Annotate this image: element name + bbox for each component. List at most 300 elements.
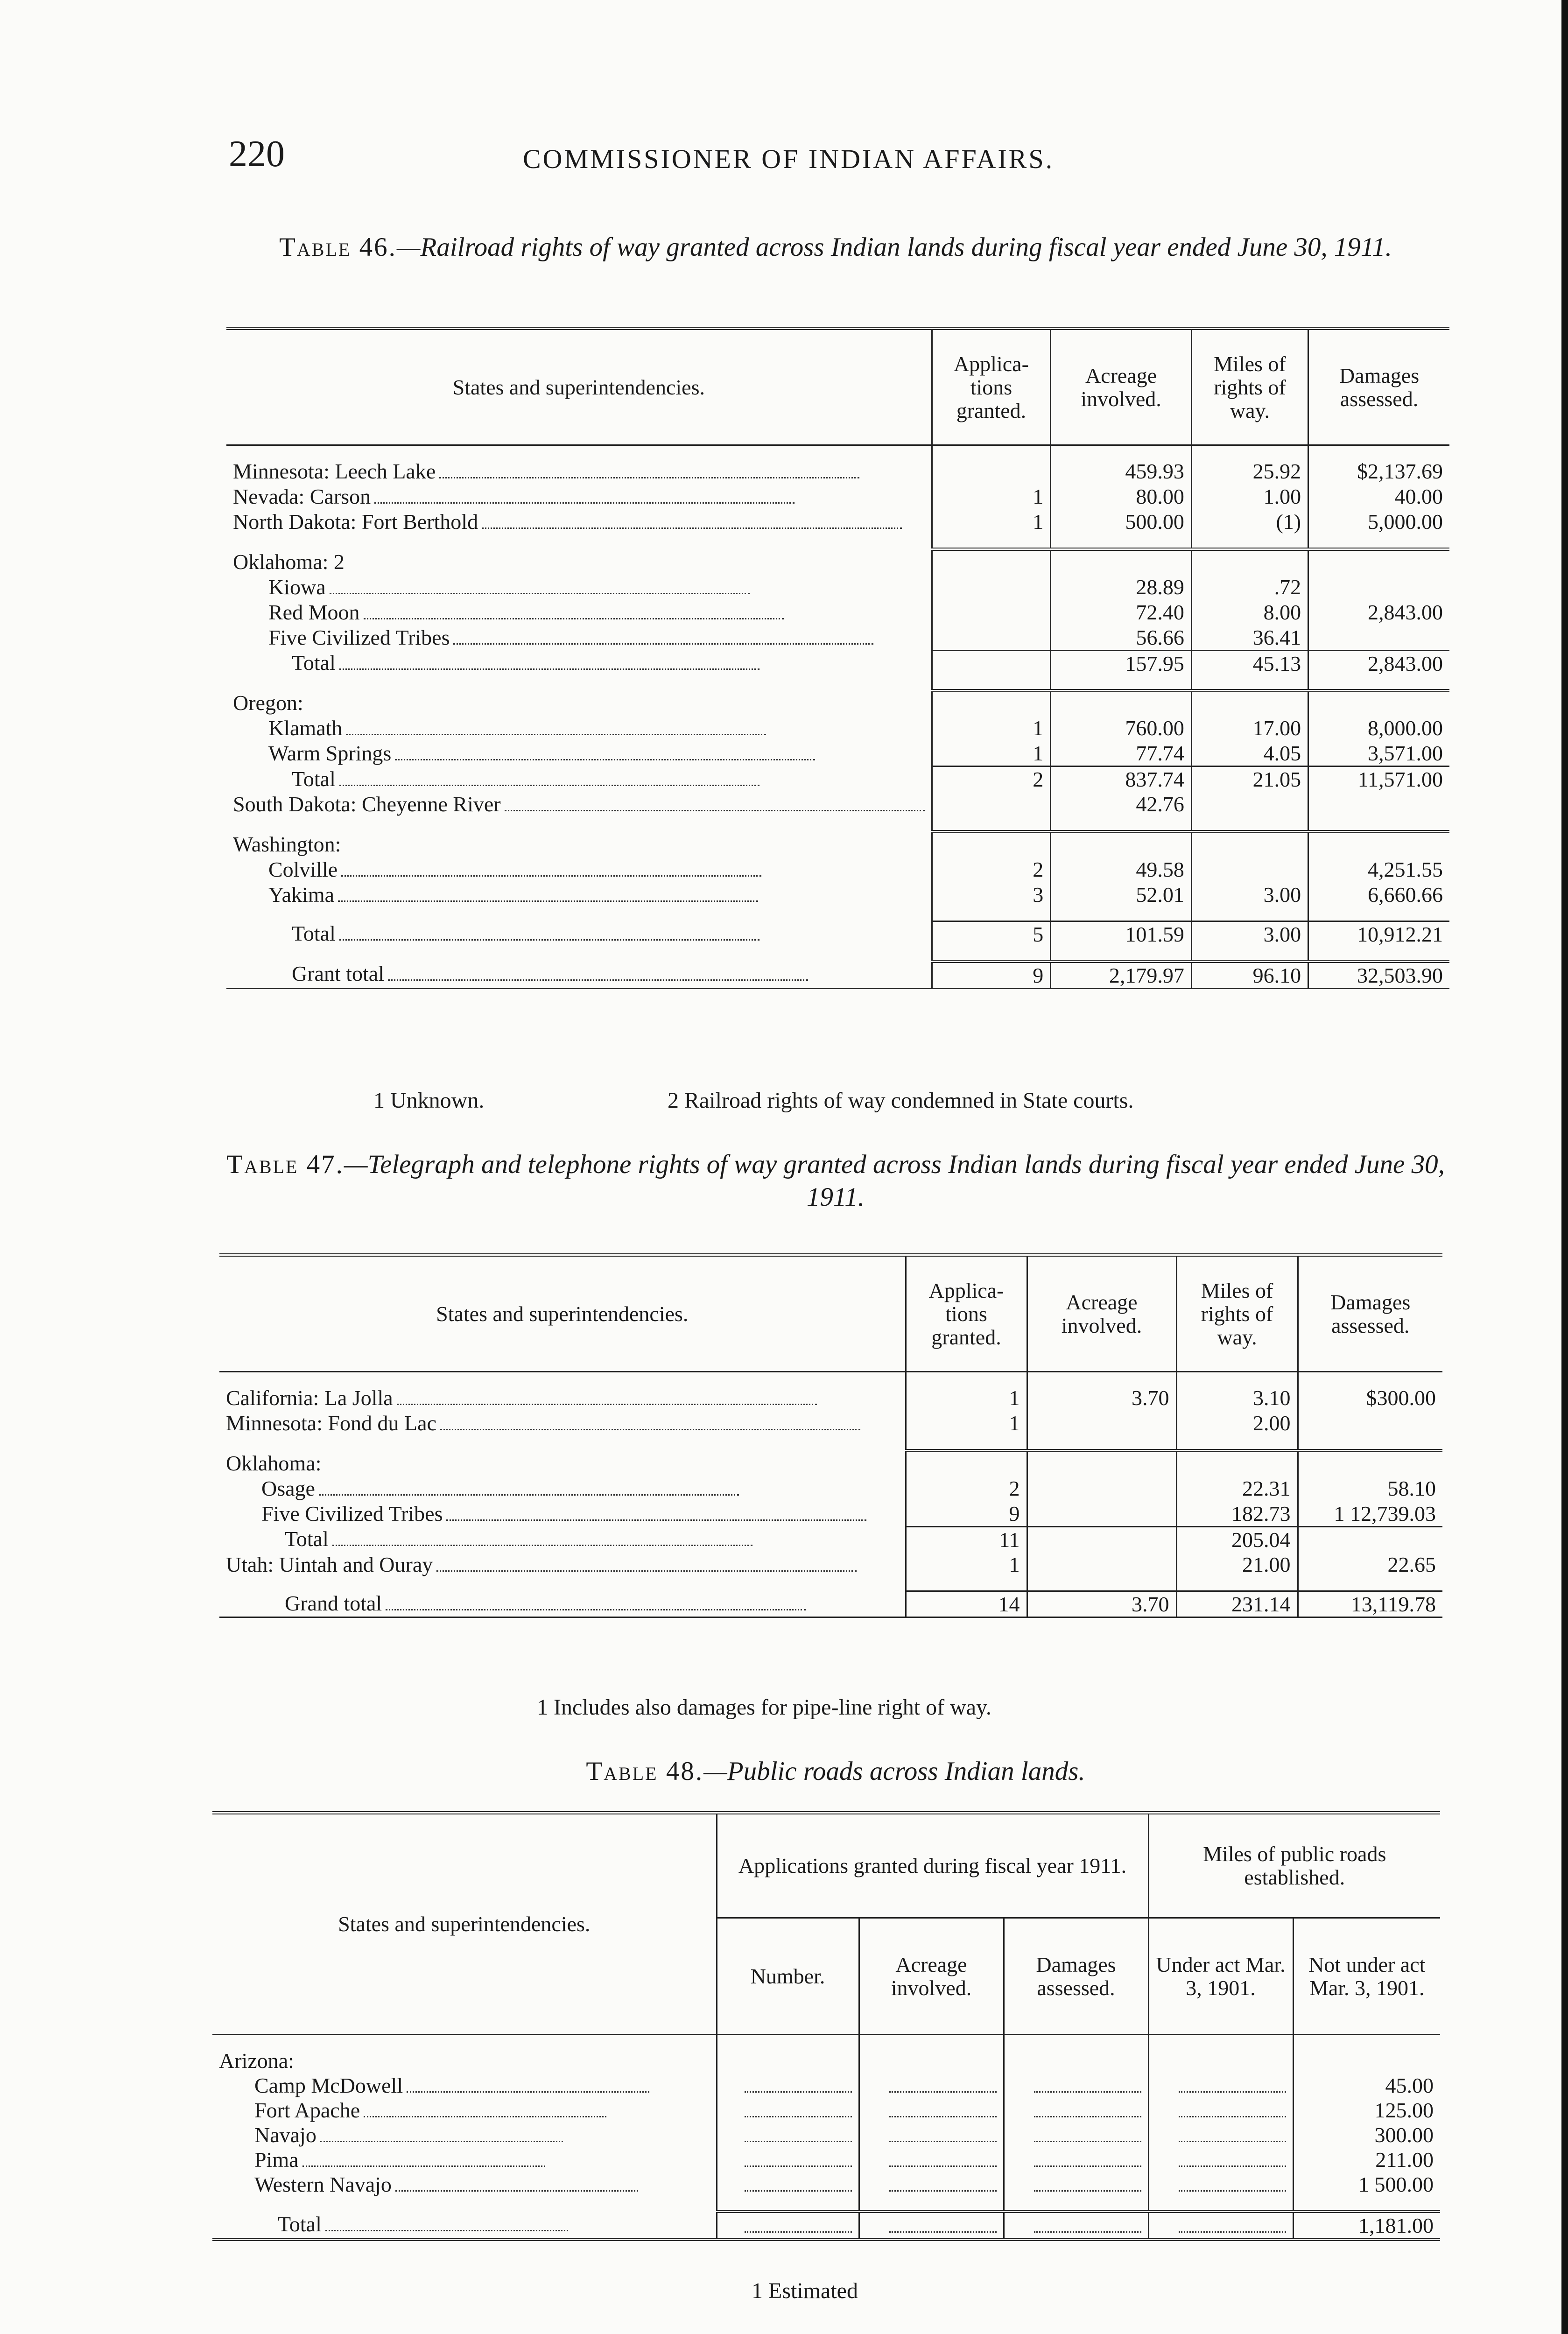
cell-damages: 2,843.00 [1308, 650, 1449, 676]
dot-leader [332, 1545, 752, 1546]
row-label [226, 741, 932, 766]
table47-row [219, 1476, 1442, 1501]
row-label [219, 1501, 906, 1527]
table47-row [219, 1526, 1442, 1552]
cell-apps [906, 1451, 1027, 1476]
cell-damages: 6,660.66 [1308, 882, 1449, 907]
row-label-text: Nevada: Carson [233, 485, 371, 508]
cell-acreage [859, 2147, 1004, 2172]
row-label-text: Total [292, 651, 336, 675]
cell-damages [1308, 549, 1449, 575]
table46-row [226, 509, 1449, 534]
table48-row [212, 2073, 1440, 2098]
table47-row [219, 1385, 1442, 1411]
cell-under [1148, 2048, 1293, 2073]
row-label-text: Total [278, 2212, 322, 2236]
cell-not-under: 45.00 [1293, 2073, 1440, 2098]
dot-leader [339, 939, 759, 941]
cell-damages: 22.65 [1298, 1552, 1442, 1577]
row-label [226, 716, 932, 741]
dot-leader [388, 979, 808, 981]
table46-label: Table 46. [279, 232, 397, 262]
cell-acreage [1027, 1501, 1176, 1527]
table46-row [226, 882, 1449, 907]
cell-miles: 21.00 [1176, 1552, 1298, 1577]
row-label-text: Grant total [292, 962, 384, 985]
dot-leader [453, 643, 873, 645]
table46-row [226, 600, 1449, 625]
table46-row [226, 575, 1449, 600]
table46-title: —Railroad rights of way granted across Indian lands during fiscal year ended June 30, 1911. [396, 232, 1392, 262]
cell-apps [932, 459, 1051, 484]
cell-number [717, 2098, 859, 2123]
table46-row [226, 766, 1449, 792]
dot-leader [319, 1494, 739, 1496]
row-label-text: Total [292, 921, 336, 945]
t48-col-acreage: Acreage involved. [859, 1918, 1004, 2035]
row-label-text: Five Civilized Tribes [261, 1501, 443, 1526]
cell-acreage: 42.76 [1051, 792, 1192, 817]
row-label [226, 484, 932, 509]
table48-title: —Public roads across Indian lands. [703, 1757, 1085, 1786]
cell-apps: 5 [932, 921, 1051, 947]
row-label [226, 832, 932, 857]
t48-group-applications: Applications granted during fiscal year 1911. [717, 1813, 1148, 1918]
page-number: 220 [229, 134, 285, 175]
table47-label: Table 47. [226, 1150, 344, 1179]
table48-label: Table 48. [586, 1757, 704, 1786]
table46-row [226, 961, 1449, 988]
row-label-text: Colville [268, 857, 338, 881]
row-label-text: Red Moon [268, 600, 360, 624]
cell-damages: 3,571.00 [1308, 741, 1449, 766]
table48-row [212, 2098, 1440, 2123]
cell-acreage: 101.59 [1051, 921, 1192, 947]
t47-col-miles: Miles of rights of way. [1176, 1255, 1298, 1372]
cell-apps [932, 832, 1051, 857]
cell-apps [932, 549, 1051, 575]
cell-acreage: 72.40 [1051, 600, 1192, 625]
cell-acreage [1027, 1552, 1176, 1577]
table46-row [226, 484, 1449, 509]
dot-leader [436, 1570, 857, 1572]
t47-footnote: 1 Includes also damages for pipe-line right of way. [537, 1695, 991, 1720]
cell-apps: 1 [906, 1552, 1027, 1577]
table46-row [226, 549, 1449, 575]
cell-number [717, 2073, 859, 2098]
row-label [226, 625, 932, 651]
cell-apps: 2 [932, 857, 1051, 882]
t48-col-states: States and superintendencies. [212, 1813, 717, 2035]
dot-leader [341, 875, 761, 877]
dot-leader [330, 593, 750, 594]
dot-leader [339, 668, 759, 670]
dot-leader [395, 2190, 638, 2192]
dot-leader [325, 2230, 568, 2231]
row-label [219, 1476, 906, 1501]
table46-row [226, 921, 1449, 947]
cell-miles [1191, 857, 1308, 882]
cell-acreage [859, 2073, 1004, 2098]
row-spacer [219, 1436, 1442, 1451]
cell-acreage: 77.74 [1051, 741, 1192, 766]
dot-leader [1034, 2116, 1141, 2117]
row-label [226, 766, 932, 792]
row-label [226, 600, 932, 625]
table47-row [219, 1411, 1442, 1436]
table46-row [226, 716, 1449, 741]
table47-row [219, 1451, 1442, 1476]
dot-leader [386, 1609, 806, 1610]
cell-acreage: 760.00 [1051, 716, 1192, 741]
dot-leader [320, 2141, 563, 2142]
cell-damages [1004, 2123, 1148, 2147]
cell-acreage: 500.00 [1051, 509, 1192, 534]
table48-caption [215, 1755, 1456, 1788]
cell-not-under: 300.00 [1293, 2123, 1440, 2147]
cell-miles: 45.13 [1191, 650, 1308, 676]
t46-col-states: States and superintendencies. [452, 375, 705, 399]
cell-acreage [1027, 1476, 1176, 1501]
dot-leader [745, 2190, 852, 2192]
cell-number [717, 2172, 859, 2197]
row-label [219, 1552, 906, 1577]
dot-leader [1034, 2190, 1141, 2192]
table46-row [226, 690, 1449, 716]
table46 [226, 327, 1449, 989]
table47-row [219, 1552, 1442, 1577]
cell-acreage [859, 2098, 1004, 2123]
cell-acreage: 28.89 [1051, 575, 1192, 600]
dot-leader [889, 2190, 997, 2192]
table48 [212, 1811, 1440, 2241]
row-label [226, 509, 932, 534]
cell-damages: 58.10 [1298, 1476, 1442, 1501]
dot-leader [482, 527, 902, 529]
dot-leader [745, 2231, 852, 2233]
t47-col-damages: Damages assessed. [1298, 1255, 1442, 1372]
row-spacer [226, 907, 1449, 921]
cell-acreage: 157.95 [1051, 650, 1192, 676]
cell-damages [1298, 1526, 1442, 1552]
dot-leader [374, 502, 795, 504]
cell-acreage [859, 2048, 1004, 2073]
row-label-text: Yakima [268, 882, 335, 907]
row-label [219, 1411, 906, 1436]
row-label [226, 650, 932, 676]
cell-miles: 17.00 [1191, 716, 1308, 741]
row-label-text: Washington: [233, 832, 341, 856]
row-label [212, 2073, 717, 2098]
t46-col-apps: Applica-tions granted. [932, 329, 1051, 445]
cell-damages [1308, 792, 1449, 817]
cell-miles: 36.41 [1191, 625, 1308, 651]
running-head [229, 133, 1452, 189]
row-label [212, 2123, 717, 2147]
row-label [212, 2098, 717, 2123]
row-spacer [212, 2035, 1440, 2049]
row-label [219, 1526, 906, 1552]
cell-damages [1004, 2098, 1148, 2123]
row-label [219, 1591, 906, 1617]
cell-under [1148, 2172, 1293, 2197]
table48-row [212, 2048, 1440, 2073]
row-label [226, 575, 932, 600]
cell-miles: 1.00 [1191, 484, 1308, 509]
scan-edge-right [1561, 0, 1568, 2334]
cell-damages: 5,000.00 [1308, 509, 1449, 534]
row-label [212, 2212, 717, 2240]
cell-acreage [1051, 690, 1192, 716]
t47-col-apps: Applica-tions granted. [906, 1255, 1027, 1372]
cell-miles: 3.00 [1191, 921, 1308, 947]
row-label-text: Camp McDowell [254, 2074, 403, 2097]
t48-col-damages: Damages assessed. [1004, 1918, 1148, 2035]
dot-leader [505, 810, 925, 811]
row-label-text: Warm Springs [268, 741, 392, 765]
cell-miles [1191, 832, 1308, 857]
row-spacer [226, 947, 1449, 962]
cell-under [1148, 2147, 1293, 2172]
cell-apps: 1 [932, 509, 1051, 534]
row-label [226, 961, 932, 988]
t48-group-miles: Miles of public roads established. [1148, 1813, 1440, 1918]
cell-damages: 13,119.78 [1298, 1591, 1442, 1617]
cell-apps [932, 792, 1051, 817]
dot-leader [889, 2231, 997, 2233]
row-label-text: Oregon: [233, 691, 303, 715]
cell-miles: 2.00 [1176, 1411, 1298, 1436]
row-label [226, 921, 932, 947]
row-label [226, 690, 932, 716]
cell-acreage [859, 2172, 1004, 2197]
cell-apps: 1 [932, 484, 1051, 509]
cell-miles: 3.10 [1176, 1385, 1298, 1411]
row-label [212, 2147, 717, 2172]
dot-leader [1179, 2231, 1286, 2233]
t46-footnote-2: 2 Railroad rights of way condemned in State courts. [668, 1088, 1134, 1113]
cell-miles: 8.00 [1191, 600, 1308, 625]
dot-leader [889, 2091, 997, 2093]
row-label-text: Five Civilized Tribes [268, 625, 450, 649]
t47-col-acreage: Acreage involved. [1027, 1255, 1176, 1372]
cell-miles: 231.14 [1176, 1591, 1298, 1617]
cell-apps: 14 [906, 1591, 1027, 1617]
cell-damages: 10,912.21 [1308, 921, 1449, 947]
row-label [226, 459, 932, 484]
dot-leader [395, 759, 815, 760]
cell-miles: .72 [1191, 575, 1308, 600]
row-spacer [226, 676, 1449, 691]
row-label-text: Utah: Uintah and Ouray [226, 1552, 433, 1576]
cell-acreage: 3.70 [1027, 1591, 1176, 1617]
cell-apps: 1 [932, 716, 1051, 741]
cell-apps [932, 690, 1051, 716]
row-label-text: California: La Jolla [226, 1386, 393, 1410]
dot-leader [439, 477, 859, 478]
dot-leader [889, 2165, 997, 2167]
table47-row [219, 1591, 1442, 1617]
cell-not-under: 125.00 [1293, 2098, 1440, 2123]
row-label-text: Minnesota: Fond du Lac [226, 1411, 436, 1435]
dot-leader [397, 1404, 817, 1405]
cell-acreage: 49.58 [1051, 857, 1192, 882]
row-label [219, 1385, 906, 1411]
row-label-text: Grand total [285, 1591, 382, 1615]
cell-acreage: 2,179.97 [1051, 961, 1192, 988]
cell-acreage [859, 2123, 1004, 2147]
dot-leader [440, 1429, 860, 1430]
dot-leader [745, 2165, 852, 2167]
t48-footnote: 1 Estimated [752, 2278, 858, 2303]
t48-col-under-act: Under act Mar. 3, 1901. [1148, 1918, 1293, 2035]
t46-footnote-1: 1 Unknown. [373, 1088, 485, 1113]
dot-leader [1179, 2091, 1286, 2093]
table48-row [212, 2212, 1440, 2240]
row-spacer [226, 445, 1449, 459]
cell-acreage [1027, 1411, 1176, 1436]
row-label [226, 882, 932, 907]
row-spacer [219, 1372, 1442, 1386]
cell-acreage [1027, 1451, 1176, 1476]
cell-damages [1298, 1451, 1442, 1476]
dot-leader [1179, 2141, 1286, 2142]
row-label [212, 2172, 717, 2197]
cell-apps [932, 625, 1051, 651]
dot-leader [1034, 2231, 1141, 2233]
row-label-text: Osage [261, 1476, 315, 1500]
table46-row [226, 792, 1449, 817]
row-label-text: South Dakota: Cheyenne River [233, 792, 501, 816]
cell-not-under: 1,181.00 [1293, 2212, 1440, 2240]
dot-leader [407, 2091, 649, 2093]
dot-leader [364, 2116, 606, 2117]
cell-acreage: 80.00 [1051, 484, 1192, 509]
cell-miles: 4.05 [1191, 741, 1308, 766]
cell-damages: 2,843.00 [1308, 600, 1449, 625]
cell-miles [1191, 792, 1308, 817]
cell-not-under [1293, 2048, 1440, 2073]
dot-leader [1179, 2190, 1286, 2192]
cell-damages: $2,137.69 [1308, 459, 1449, 484]
dot-leader [338, 900, 758, 902]
cell-apps: 1 [932, 741, 1051, 766]
cell-apps [932, 575, 1051, 600]
cell-apps: 9 [906, 1501, 1027, 1527]
cell-apps: 11 [906, 1526, 1027, 1552]
cell-acreage [1051, 832, 1192, 857]
row-label-text: Klamath [268, 716, 343, 740]
dot-leader [1179, 2165, 1286, 2167]
cell-miles: 22.31 [1176, 1476, 1298, 1501]
cell-miles [1191, 549, 1308, 575]
cell-acreage: 837.74 [1051, 766, 1192, 792]
row-label [226, 857, 932, 882]
row-label-text: Total [285, 1527, 329, 1551]
row-label-text: Pima [254, 2148, 299, 2172]
dot-leader [745, 2091, 852, 2093]
dot-leader [346, 734, 766, 735]
table48-row [212, 2147, 1440, 2172]
cell-apps: 2 [906, 1476, 1027, 1501]
row-label-text: Minnesota: Leech Lake [233, 459, 436, 483]
cell-miles: 25.92 [1191, 459, 1308, 484]
row-label-text: Arizona: [219, 2049, 294, 2073]
row-label-text: Kiowa [268, 575, 326, 599]
table46-row [226, 857, 1449, 882]
row-label [226, 792, 932, 817]
cell-damages: 32,503.90 [1308, 961, 1449, 988]
dot-leader [745, 2141, 852, 2142]
t46-col-acreage: Acreage involved. [1051, 329, 1192, 445]
table46-caption [215, 231, 1456, 264]
table47-title: —Telegraph and telephone rights of way granted across Indian lands during fiscal year ended June 30, 1911. [344, 1150, 1445, 1212]
cell-number [717, 2123, 859, 2147]
row-label-text: Oklahoma: 2 [233, 549, 345, 574]
dot-leader [446, 1519, 866, 1521]
dot-leader [302, 2165, 545, 2167]
running-title: COMMISSIONER OF INDIAN AFFAIRS. [523, 144, 1055, 174]
cell-under [1148, 2098, 1293, 2123]
t46-col-damages: Damages assessed. [1308, 329, 1449, 445]
table48-row [212, 2123, 1440, 2147]
cell-damages: 40.00 [1308, 484, 1449, 509]
cell-under [1148, 2212, 1293, 2240]
cell-acreage [859, 2212, 1004, 2240]
row-label [212, 2048, 717, 2073]
dot-leader [1034, 2141, 1141, 2142]
cell-acreage: 459.93 [1051, 459, 1192, 484]
cell-apps [932, 600, 1051, 625]
table46-row [226, 832, 1449, 857]
row-spacer [219, 1577, 1442, 1591]
row-label-text: North Dakota: Fort Berthold [233, 510, 478, 534]
cell-damages [1308, 832, 1449, 857]
table46-row [226, 650, 1449, 676]
dot-leader [1034, 2165, 1141, 2167]
cell-number [717, 2147, 859, 2172]
cell-number [717, 2048, 859, 2073]
table48-row [212, 2172, 1440, 2197]
cell-not-under: 1 500.00 [1293, 2172, 1440, 2197]
cell-miles: 96.10 [1191, 961, 1308, 988]
dot-leader [1179, 2116, 1286, 2117]
cell-apps [932, 650, 1051, 676]
t48-col-not-under-act: Not under act Mar. 3, 1901. [1293, 1918, 1440, 2035]
cell-miles: 3.00 [1191, 882, 1308, 907]
row-label-text: Western Navajo [254, 2172, 392, 2196]
cell-apps: 1 [906, 1385, 1027, 1411]
cell-miles: (1) [1191, 509, 1308, 534]
row-label-text: Oklahoma: [226, 1451, 322, 1475]
cell-acreage: 52.01 [1051, 882, 1192, 907]
cell-acreage [1051, 549, 1192, 575]
row-spacer [226, 817, 1449, 832]
table47 [219, 1253, 1442, 1618]
cell-damages: 11,571.00 [1308, 766, 1449, 792]
cell-damages: $300.00 [1298, 1385, 1442, 1411]
cell-acreage [1027, 1526, 1176, 1552]
dot-leader [1034, 2091, 1141, 2093]
cell-apps: 1 [906, 1411, 1027, 1436]
cell-apps: 2 [932, 766, 1051, 792]
table46-row [226, 459, 1449, 484]
cell-damages [1298, 1411, 1442, 1436]
row-spacer [226, 534, 1449, 549]
cell-damages: 8,000.00 [1308, 716, 1449, 741]
cell-miles: 205.04 [1176, 1526, 1298, 1552]
cell-damages [1004, 2147, 1148, 2172]
